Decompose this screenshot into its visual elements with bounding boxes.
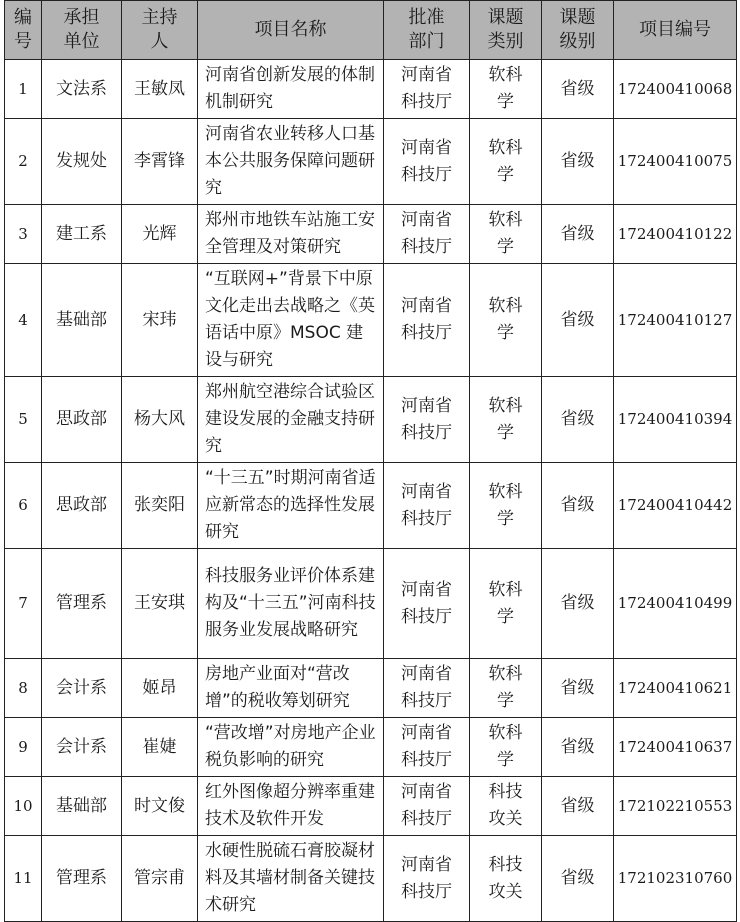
cell-level: 省级 <box>542 119 614 205</box>
cell-host: 崔婕 <box>122 718 198 777</box>
table-row <box>5 60 737 119</box>
cell-unit: 会计系 <box>42 659 122 718</box>
cell-category: 软科学 <box>470 659 542 718</box>
cell-level: 省级 <box>542 718 614 777</box>
cell-host: 王安琪 <box>122 549 198 659</box>
cell-unit: 管理系 <box>42 836 122 922</box>
table-row <box>5 777 737 836</box>
table-row <box>5 264 737 377</box>
cell-project-code: 172400410075 <box>614 119 737 205</box>
cell-host: 时文俊 <box>122 777 198 836</box>
cell-category: 软科学 <box>470 463 542 549</box>
cell-host: 杨大风 <box>122 377 198 463</box>
col-header-category: 课题类别 <box>470 1 542 60</box>
cell-level: 省级 <box>542 60 614 119</box>
cell-no: 2 <box>5 119 42 205</box>
cell-no: 1 <box>5 60 42 119</box>
col-header-host: 主持人 <box>122 1 198 60</box>
table-row <box>5 463 737 549</box>
cell-dept: 河南省科技厅 <box>384 836 470 922</box>
col-header-dept: 批准部门 <box>384 1 470 60</box>
cell-host: 张奕阳 <box>122 463 198 549</box>
cell-no: 4 <box>5 264 42 377</box>
table-row <box>5 205 737 264</box>
cell-dept: 河南省科技厅 <box>384 264 470 377</box>
cell-no: 10 <box>5 777 42 836</box>
cell-unit: 思政部 <box>42 463 122 549</box>
cell-level: 省级 <box>542 549 614 659</box>
cell-dept: 河南省科技厅 <box>384 659 470 718</box>
cell-project-name: 科技服务业评价体系建构及“十三五”河南科技服务业发展战略研究 <box>198 549 384 659</box>
cell-project-code: 172400410127 <box>614 264 737 377</box>
cell-host: 光辉 <box>122 205 198 264</box>
cell-project-code: 172400410442 <box>614 463 737 549</box>
cell-dept: 河南省科技厅 <box>384 377 470 463</box>
cell-category: 软科学 <box>470 549 542 659</box>
col-header-unit: 承担单位 <box>42 1 122 60</box>
col-header-name: 项目名称 <box>198 1 384 60</box>
cell-project-name: 河南省创新发展的体制机制研究 <box>198 60 384 119</box>
cell-no: 8 <box>5 659 42 718</box>
cell-unit: 基础部 <box>42 264 122 377</box>
cell-project-name: 红外图像超分辨率重建技术及软件开发 <box>198 777 384 836</box>
cell-project-code: 172400410499 <box>614 549 737 659</box>
cell-category: 软科学 <box>470 60 542 119</box>
cell-level: 省级 <box>542 205 614 264</box>
cell-project-name: “营改增”对房地产企业税负影响的研究 <box>198 718 384 777</box>
cell-project-name: 水硬性脱硫石膏胶凝材料及其墙材制备关键技术研究 <box>198 836 384 922</box>
col-header-level: 课题级别 <box>542 1 614 60</box>
cell-no: 6 <box>5 463 42 549</box>
cell-dept: 河南省科技厅 <box>384 718 470 777</box>
cell-level: 省级 <box>542 659 614 718</box>
table-row <box>5 836 737 922</box>
cell-dept: 河南省科技厅 <box>384 463 470 549</box>
project-table-wrapper <box>4 0 737 922</box>
cell-host: 宋玮 <box>122 264 198 377</box>
table-row <box>5 549 737 659</box>
cell-unit: 会计系 <box>42 718 122 777</box>
cell-category: 软科学 <box>470 264 542 377</box>
cell-dept: 河南省科技厅 <box>384 549 470 659</box>
cell-unit: 思政部 <box>42 377 122 463</box>
cell-project-name: 郑州市地铁车站施工安全管理及对策研究 <box>198 205 384 264</box>
cell-project-name: “互联网+”背景下中原文化走出去战略之《英语话中原》MSOC 建设与研究 <box>198 264 384 377</box>
cell-unit: 文法系 <box>42 60 122 119</box>
cell-no: 9 <box>5 718 42 777</box>
project-table <box>4 0 737 922</box>
table-row <box>5 377 737 463</box>
cell-host: 李霄锋 <box>122 119 198 205</box>
table-row <box>5 119 737 205</box>
cell-no: 5 <box>5 377 42 463</box>
table-body <box>5 60 737 922</box>
cell-unit: 发规处 <box>42 119 122 205</box>
cell-category: 软科学 <box>470 205 542 264</box>
cell-category: 科技攻关 <box>470 777 542 836</box>
cell-project-name: “十三五”时期河南省适应新常态的选择性发展研究 <box>198 463 384 549</box>
cell-category: 科技攻关 <box>470 836 542 922</box>
cell-project-code: 172400410068 <box>614 60 737 119</box>
table-row <box>5 718 737 777</box>
cell-category: 软科学 <box>470 119 542 205</box>
cell-unit: 管理系 <box>42 549 122 659</box>
cell-level: 省级 <box>542 264 614 377</box>
cell-project-name: 河南省农业转移人口基本公共服务保障问题研究 <box>198 119 384 205</box>
cell-level: 省级 <box>542 777 614 836</box>
cell-host: 王敏凤 <box>122 60 198 119</box>
cell-project-code: 172400410122 <box>614 205 737 264</box>
cell-project-name: 房地产业面对“营改增”的税收筹划研究 <box>198 659 384 718</box>
cell-dept: 河南省科技厅 <box>384 205 470 264</box>
cell-no: 7 <box>5 549 42 659</box>
cell-dept: 河南省科技厅 <box>384 777 470 836</box>
cell-category: 软科学 <box>470 377 542 463</box>
cell-project-code: 172102310760 <box>614 836 737 922</box>
cell-host: 管宗甫 <box>122 836 198 922</box>
cell-dept: 河南省科技厅 <box>384 60 470 119</box>
cell-project-name: 郑州航空港综合试验区建设发展的金融支持研究 <box>198 377 384 463</box>
col-header-code: 项目编号 <box>614 1 737 60</box>
cell-project-code: 172400410637 <box>614 718 737 777</box>
col-header-no: 编号 <box>5 1 42 60</box>
cell-level: 省级 <box>542 836 614 922</box>
cell-project-code: 172400410394 <box>614 377 737 463</box>
cell-project-code: 172400410621 <box>614 659 737 718</box>
cell-level: 省级 <box>542 377 614 463</box>
cell-no: 3 <box>5 205 42 264</box>
cell-no: 11 <box>5 836 42 922</box>
cell-project-code: 172102210553 <box>614 777 737 836</box>
header-row <box>5 1 737 60</box>
cell-host: 姬昂 <box>122 659 198 718</box>
cell-unit: 建工系 <box>42 205 122 264</box>
cell-level: 省级 <box>542 463 614 549</box>
cell-dept: 河南省科技厅 <box>384 119 470 205</box>
cell-category: 软科学 <box>470 718 542 777</box>
table-row <box>5 659 737 718</box>
cell-unit: 基础部 <box>42 777 122 836</box>
